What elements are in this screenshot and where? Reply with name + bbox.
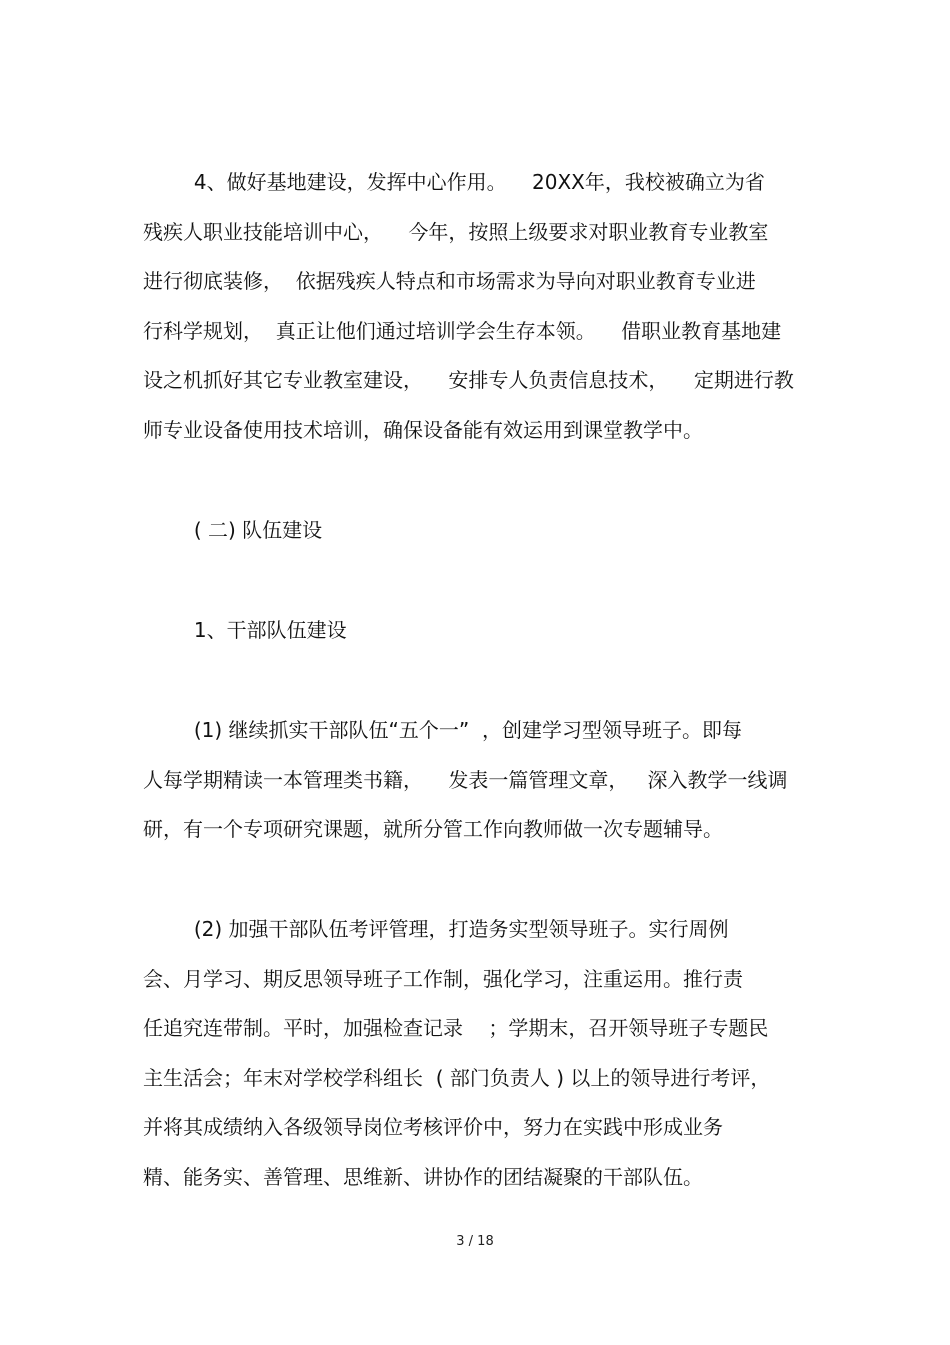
paragraph-1-line-3: 进行彻底装修， 依据残疾人特点和市场需求为导向对职业教育专业进 xyxy=(143,269,756,293)
paragraph-2-line-2: 人每学期精读一本管理类书籍， 发表一篇管理文章， 深入教学一线调 xyxy=(143,768,788,792)
paragraph-3-line-6: 精、能务实、善管理、思维新、讲协作的团结凝聚的干部队伍。 xyxy=(143,1165,703,1189)
paragraph-1-line-4: 行科学规划， 真正让他们通过培训学会生存本领。 借职业教育基地建 xyxy=(143,319,782,343)
paragraph-3-line-2: 会、月学习、期反思领导班子工作制，强化学习，注重运用。推行责 xyxy=(143,967,743,991)
paragraph-3-line-4: 主生活会；年末对学校学科组长 ( 部门负责人 ) 以上的领导进行考评， xyxy=(143,1066,771,1090)
paragraph-1-line-5: 设之机抓好其它专业教室建设， 安排专人负责信息技术， 定期进行教 xyxy=(143,368,794,392)
paragraph-3-line-1: (2) 加强干部队伍考评管理，打造务实型领导班子。实行周例 xyxy=(143,917,729,941)
item-heading: 1、干部队伍建设 xyxy=(143,618,347,642)
paragraph-2-line-1: (1) 继续抓实干部队伍“五个一” ，创建学习型领导班子。即每 xyxy=(143,718,742,742)
section-heading: ( 二) 队伍建设 xyxy=(143,518,323,542)
paragraph-1-line-6: 师专业设备使用技术培训，确保设备能有效运用到课堂教学中。 xyxy=(143,418,703,442)
paragraph-3-line-3: 任追究连带制。平时，加强检查记录 ；学期末，召开领导班子专题民 xyxy=(143,1016,769,1040)
paragraph-1-line-2: 残疾人职业技能培训中心， 今年，按照上级要求对职业教育专业教室 xyxy=(143,220,769,244)
page-number: 3 / 18 xyxy=(456,1234,494,1249)
paragraph-2-line-3: 研，有一个专项研究课题，就所分管工作向教师做一次专题辅导。 xyxy=(143,817,723,841)
paragraph-1-line-1: 4、做好基地建设，发挥中心作用。 20XX年，我校被确立为省 xyxy=(143,170,765,194)
paragraph-3-line-5: 并将其成绩纳入各级领导岗位考核评价中，努力在实践中形成业务 xyxy=(143,1115,723,1139)
